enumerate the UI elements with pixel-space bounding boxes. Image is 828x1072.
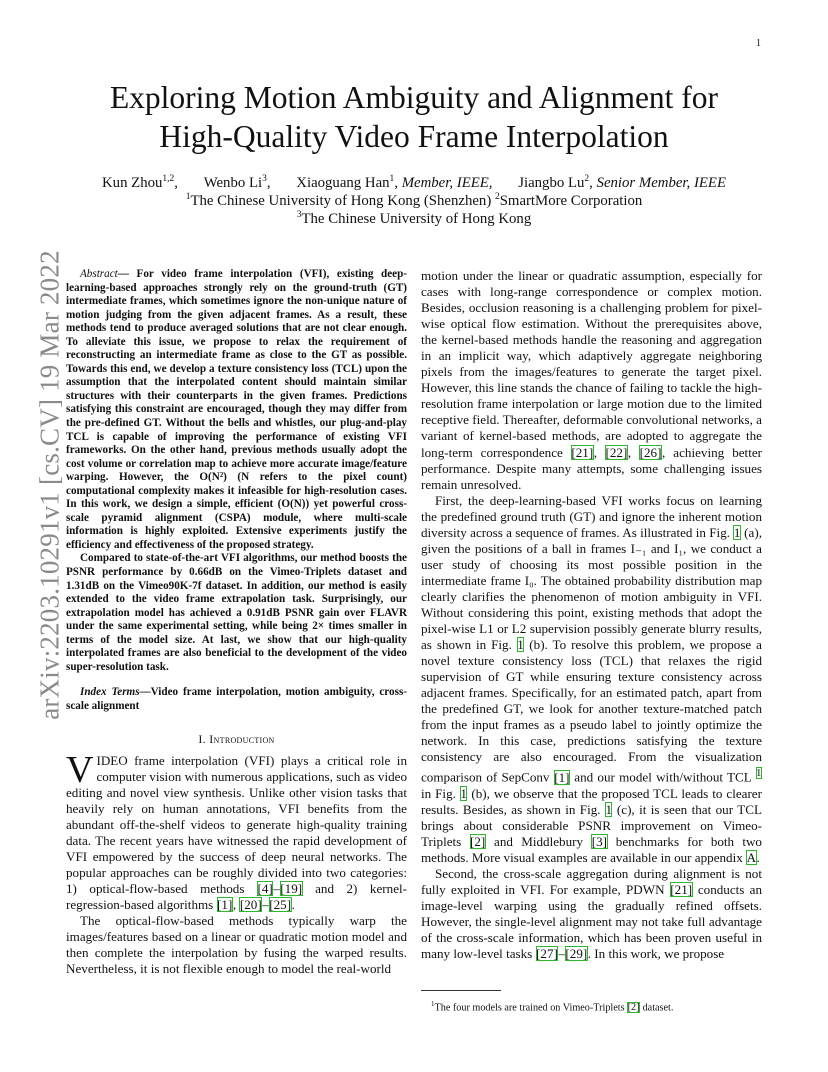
title-line-2: High-Quality Video Frame Interpolation — [159, 119, 669, 154]
citation-link[interactable]: [22] — [605, 444, 628, 460]
page-number: 1 — [756, 38, 761, 49]
citation-link[interactable]: [1] — [217, 896, 233, 912]
abstract-label: Abstract — [80, 268, 118, 280]
body-paragraph-second-issue: Second, the cross-scale aggregation during alignment is not fully exploited in VFI. For example, PDWN [21] conducts an image-level warping using the gradually refined offsets. However, the single-level alignment may not take full advantage of the cross-scale information, which has been proven useful in many low-level tasks [27]–[29]. In this work, we propose — [421, 866, 762, 962]
citation-link[interactable]: [19] — [280, 880, 303, 896]
citation-link[interactable]: [4] — [257, 880, 273, 896]
citation-link[interactable]: [25] — [269, 896, 292, 912]
title-line-1: Exploring Motion Ambiguity and Alignment for — [109, 80, 719, 115]
citation-link[interactable]: [20] — [239, 896, 262, 912]
citation-link[interactable]: [3] — [591, 834, 608, 849]
citation-link[interactable]: [21] — [670, 882, 693, 898]
arxiv-stamp: arXiv:2203.10291v1 [cs.CV] 19 Mar 2022 — [34, 250, 65, 720]
appendix-link[interactable]: A — [746, 850, 757, 866]
abstract-paragraph-1: Abstract— For video frame interpolation (VFI), existing deep-learning-based approaches strongly rely on the ground-truth (GT) intermediate frames, which sometimes ignore the non-unique nature of motion judging from the given adjacent frames. As a result, these methods tend to produce averaged solutions that are not clear enough. To alleviate this issue, we propose to relax the requirement of reconstructing an intermediate frame as close to the GT as possible. Towards this end, we develop a texture consistency loss (TCL) upon the assumption that the interpolated content should maintain similar structures with their counterparts in the given frames. Predictions satisfying this constraint are encouraged, though they may differ from the pre-defined GT. Without the bells and whistles, our plug-and-play TCL is capable of improving the performance of existing VFI frameworks. On the other hand, previous methods usually adopt the cost volume or correlation map to achieve more accurate image/feature warping. However, the O(N²) (N refers to the pixel count) computational complexity makes it infeasible for high-resolution cases. In this work, we design a simple, efficient (O(N)) yet powerful cross-scale pyramid alignment (CSPA) module, where multi-scale information is highly exploited. Extensive experiments justify the efficiency and effectiveness of the proposed strategy. — [66, 268, 407, 551]
author-3: Xiaoguang Han$^1$, Member, IEEE, — [296, 174, 493, 191]
right-column — [421, 268, 762, 962]
author-4: Jiangbo Lu$^2$, Senior Member, IEEE — [518, 174, 726, 191]
affiliation-line-1: $^1$The Chinese University of Hong Kong (Shenzhen) $^2$SmartMore Corporation — [185, 192, 643, 209]
figure-link[interactable]: 1 — [517, 637, 524, 653]
author-1: Kun Zhou$^{1,2}$, — [102, 174, 178, 191]
footnote: $^1$The four models are trained on Vimeo-Triplets [2] dataset. — [431, 1000, 674, 1014]
body-paragraph-continued: motion under the linear or quadratic assumption, especially for cases with long-range correspondence or complex motion. Besides, occlusion reasoning is a challenging problem for pixel-wise optical flow estimation. Without the prerequisites above, the kernel-based methods handle the reasoning and aggregation in an implicit way, which adaptively aggregate neighboring pixels from the images/features to generate the target pixel. However, this line stands the chance of failing to tackle the high-resolution frame interpolation or large motion due to the limited receptive field. Thereafter, deformable convolutional networks, a variant of kernel-based methods, are adopted to aggregate the long-term correspondence [21], [22], [26], achieving better performance. Despite many attempts, some challenging issues remain unresolved. — [421, 268, 763, 492]
left-column — [66, 268, 407, 977]
author-2: Wenbo Li$^3$, — [203, 174, 271, 191]
paper-title — [0, 78, 828, 156]
citation-link[interactable]: [1] — [554, 769, 570, 785]
figure-link[interactable]: 1 — [605, 801, 612, 817]
section-heading-introduction: I. Introduction — [198, 731, 275, 746]
index-terms: Index Terms—Video frame interpolation, motion ambiguity, cross-scale alignment — [66, 686, 407, 712]
figure-link[interactable]: 1 — [733, 524, 741, 540]
affiliation-line-2: $^3$The Chinese University of Hong Kong — [296, 210, 532, 227]
citation-link[interactable]: [2] — [470, 834, 486, 849]
abstract-paragraph-2: Compared to state-of-the-art VFI algorithms, our method boosts the PSNR performance by 0.66dB on the Vimeo-Triplets dataset and 1.31dB on the Vimeo90K-7f dataset. In addition, our method is easily extended to the video frame extrapolation task. Surprisingly, our extrapolation model has achieved a 0.91dB PSNR gain over FLAVR under the same experimental setting, while being 2× times smaller in terms of the model size. At last, we show that our high-quality interpolated frames are also beneficial to the development of the video super-resolution task. — [66, 552, 407, 673]
figure-link[interactable]: 1 — [460, 785, 467, 801]
intro-paragraph-1: VIDEO frame interpolation (VFI) plays a critical role in computer vision with numerous applications, such as video editing and novel view synthesis. Unlike other vision tasks that heavily rely on human annotations, VFI benefits from the abundant off-the-shelf videos to generate high-quality training data. The recent years have witnessed the rapid development of VFI empowered by the success of deep neural networks. The popular approaches can be roughly divided into two categories: 1) optical-flow-based methods [4]–[19] and 2) kernel-regression-based algorithms [1], [20]–[25]. — [66, 748, 407, 912]
citation-link[interactable]: [26] — [639, 444, 662, 460]
citation-link[interactable]: [29] — [565, 946, 588, 962]
footnote-link[interactable]: 1 — [756, 767, 762, 780]
body-paragraph-first-issue: First, the deep-learning-based VFI works focus on learning the predefined ground truth (GT) and ignore the inherent motion diversity across a sequence of frames. As illustrated in Fig. 1 (a), given the positions of a ball in frames I₋₁ and I₁, we conduct a user study of choosing its most possible position in the intermediate frame I₀. The obtained probability distribution map clearly clarifies the phenomenon of motion ambiguity in VFI. Without considering this point, existing methods that adopt the pixel-wise L1 or L2 supervision possibly generate blurry results, as shown in Fig. 1 (b). To resolve this problem, we propose a novel texture consistency loss (TCL) that relaxes the rigid supervision of GT while ensuring texture consistency across adjacent frames. Specifically, for an estimated patch, apart from the predefined GT, we look for another texture-matched patch from the input frames as a pseudo label to jointly optimize the network. In this case, predictions satisfying the texture consistency are also encouraged. From the visualization comparison of SepConv [1] and our model with/without TCL $^1$ in Fig. 1 (b), we observe that the proposed TCL leads to clearer results. Besides, as shown in Fig. 1 (c), it is seen that our TCL brings about considerable PSNR improvement on Vimeo-Triplets [2] and Middlebury [3] benchmarks for both two methods. More visual examples are available in our appendix A. — [421, 492, 762, 866]
drop-cap: V — [66, 748, 94, 791]
intro-paragraph-2: The optical-flow-based methods typically warp the images/features based on a linear or quadratic motion model and then complete the interpolation by fusing the warped results. Nevertheless, it is not flexible enough to model the real-world — [66, 912, 407, 977]
citation-link[interactable]: [27] — [536, 946, 558, 962]
citation-link[interactable]: [21] — [571, 444, 594, 460]
footnote-divider — [421, 990, 501, 991]
citation-link[interactable]: [2] — [627, 1002, 640, 1014]
